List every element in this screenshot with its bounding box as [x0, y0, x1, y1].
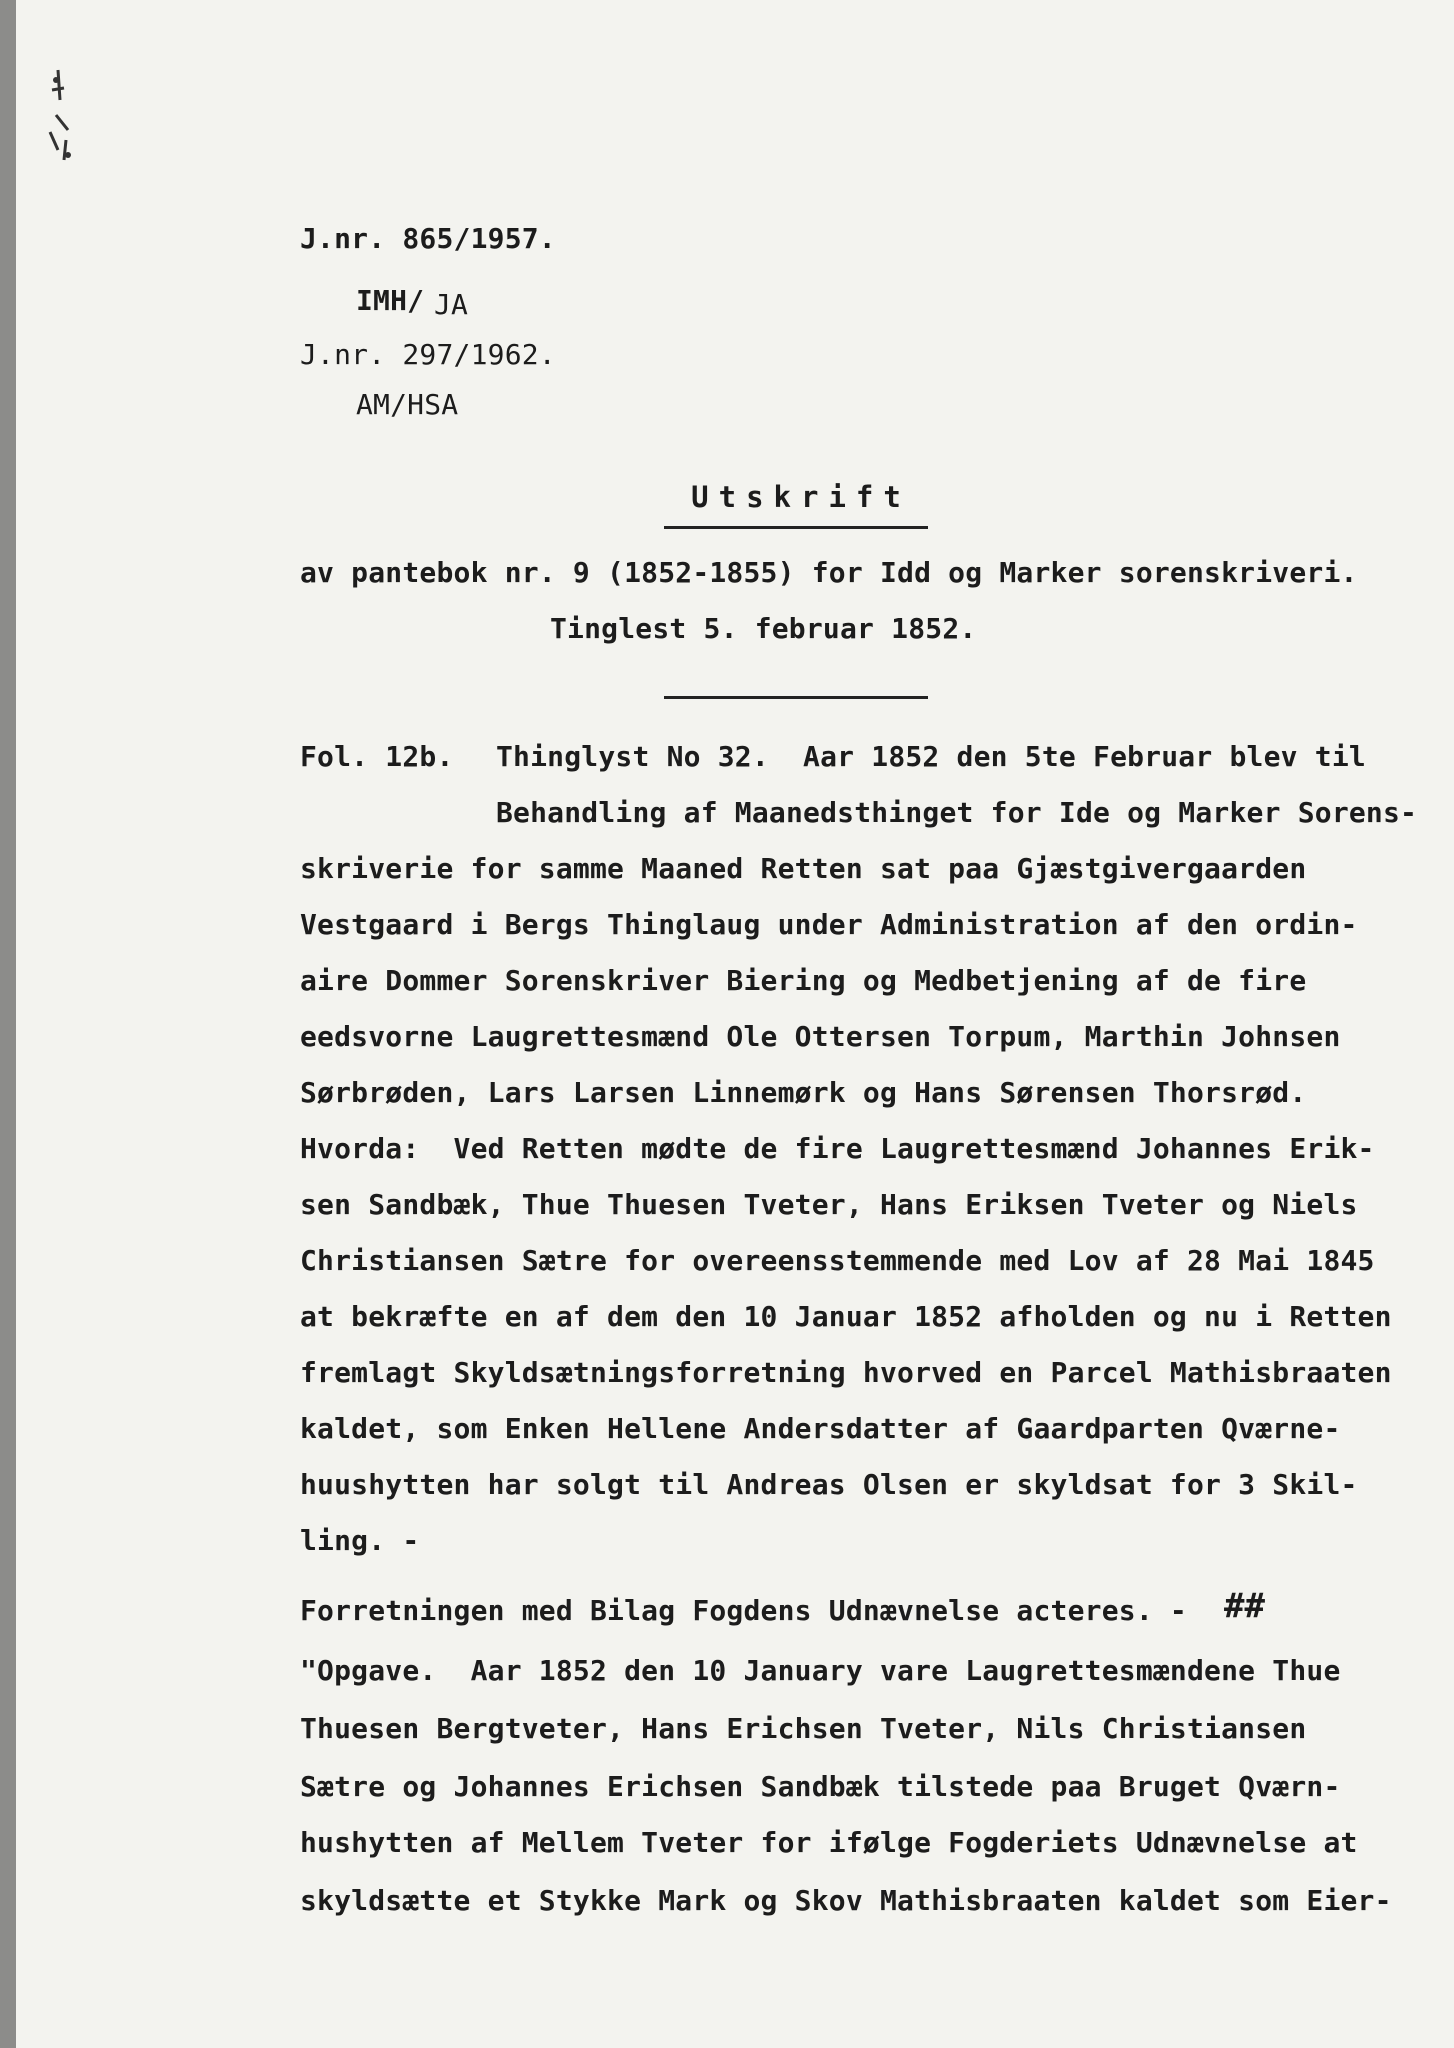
document-title: Utskrift	[691, 480, 911, 514]
title-underline	[664, 526, 928, 529]
body-line: aire Dommer Sorenskriver Biering og Medbetjening af de fire	[300, 964, 1307, 997]
body-line: Sætre og Johannes Erichsen Sandbæk tilstede paa Bruget Qværn-	[300, 1770, 1341, 1803]
body-line: Thuesen Bergtveter, Hans Erichsen Tveter, Nils Christiansen	[300, 1712, 1307, 1745]
hash-mark: ##	[1224, 1586, 1265, 1626]
body-line: Forretningen med Bilag Fogdens Udnævnelse acteres. -	[300, 1594, 1187, 1627]
body-line: kaldet, som Enken Hellene Andersdatter af Gaardparten Qværne-	[300, 1412, 1341, 1445]
body-line: ling. -	[300, 1524, 420, 1557]
body-line: fremlagt Skyldsætningsforretning hvorved en Parcel Mathisbraaten	[300, 1356, 1392, 1389]
body-line: Christiansen Sætre for overeensstemmende med Lov af 28 Mai 1845	[300, 1244, 1375, 1277]
folio-label: Fol. 12b.	[300, 740, 454, 773]
body-line: skriverie for samme Maaned Retten sat paa Gjæstgivergaarden	[300, 852, 1307, 885]
body-line: "Opgave. Aar 1852 den 10 January vare Laugrettesmændene Thue	[300, 1654, 1341, 1687]
journal-number-1962: J.nr. 297/1962.	[300, 338, 556, 371]
body-line: huushytten har solgt til Andreas Olsen er skyldsat for 3 Skil-	[300, 1468, 1358, 1501]
journal-number-1957: J.nr. 865/1957.	[300, 222, 556, 255]
body-line: sen Sandbæk, Thue Thuesen Tveter, Hans Eriksen Tveter og Niels	[300, 1188, 1358, 1221]
body-line: hushytten af Mellem Tveter for ifølge Fogderiets Udnævnelse at	[300, 1826, 1358, 1859]
initials-imh: IMH/	[356, 284, 425, 317]
body-line: Hvorda: Ved Retten mødte de fire Laugrettesmænd Johannes Erik-	[300, 1132, 1375, 1165]
document-page	[16, 0, 1454, 2048]
body-line: eedsvorne Laugrettesmænd Ole Ottersen Torpum, Marthin Johnsen	[300, 1020, 1341, 1053]
date-line: Tinglest 5. februar 1852.	[550, 612, 977, 645]
subtitle: av pantebok nr. 9 (1852-1855) for Idd og Marker sorenskriveri.	[300, 556, 1358, 589]
initials-ja: JA	[434, 288, 469, 321]
body-line: Sørbrøden, Lars Larsen Linnemørk og Hans Sørensen Thorsrød.	[300, 1076, 1307, 1109]
body-line: Behandling af Maanedsthinget for Ide og Marker Sorens-	[496, 796, 1418, 829]
initials-am-hsa: AM/HSA	[356, 388, 459, 421]
section-divider	[664, 696, 928, 699]
binding-holes-mark	[38, 60, 88, 170]
body-line: at bekræfte en af dem den 10 Januar 1852 afholden og nu i Retten	[300, 1300, 1392, 1333]
body-line: Thinglyst No 32. Aar 1852 den 5te Februar blev til	[496, 740, 1366, 773]
body-line: skyldsætte et Stykke Mark og Skov Mathisbraaten kaldet som Eier-	[300, 1884, 1392, 1917]
body-line: Vestgaard i Bergs Thinglaug under Administration af den ordin-	[300, 908, 1358, 941]
